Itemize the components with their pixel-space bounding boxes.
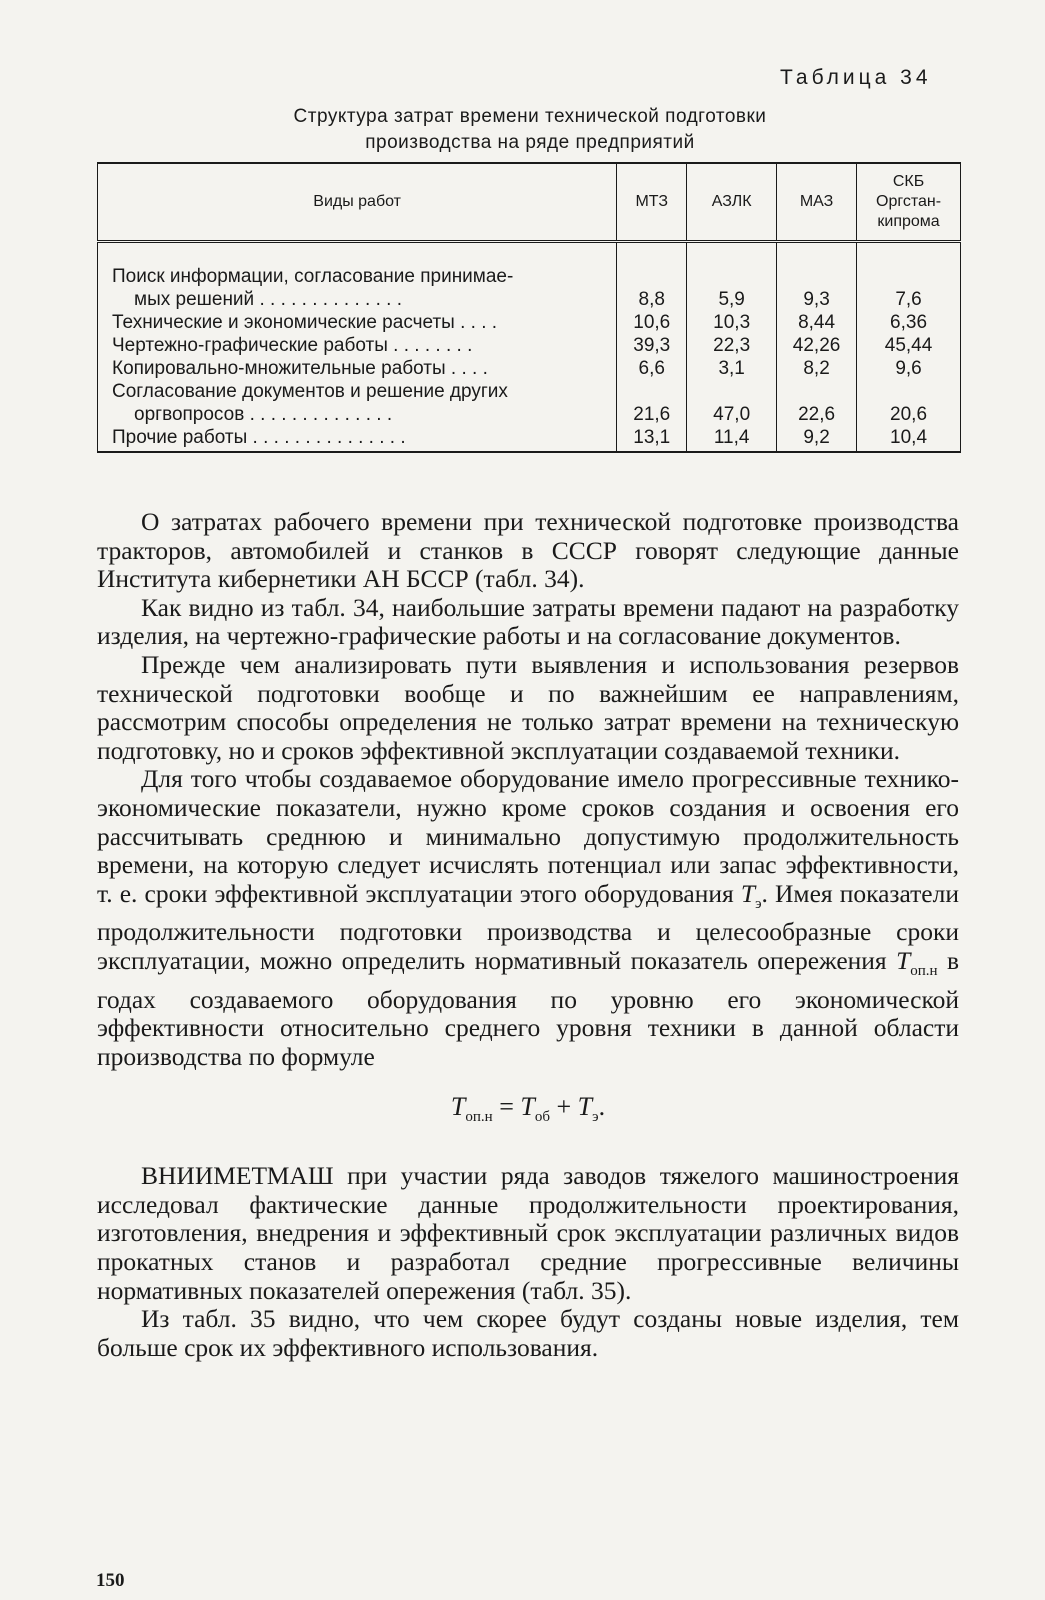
header-work: Виды работ: [98, 163, 617, 242]
table-caption: [200, 104, 860, 156]
cell-maz: 8,44: [777, 311, 857, 334]
row-label-line2: оргвопросов . . . . . . . . . . . . . .: [134, 404, 393, 425]
row-label-line2: мых решений . . . . . . . . . . . . . .: [134, 289, 402, 310]
cell-mtz: 21,6: [617, 380, 687, 426]
cell-maz: 9,2: [777, 426, 857, 452]
cell-skb: 45,44: [857, 334, 961, 357]
cell-azlk: 11,4: [687, 426, 777, 452]
cell-mtz: 13,1: [617, 426, 687, 452]
cell-azlk: 47,0: [687, 380, 777, 426]
cell-skb: 9,6: [857, 357, 961, 380]
header-mtz: МТЗ: [617, 163, 687, 242]
cell-skb: 6,36: [857, 311, 961, 334]
cell-azlk: 22,3: [687, 334, 777, 357]
row-label: [98, 242, 617, 312]
paragraph: Прежде чем анализировать пути выявления и использования резервов технической подготовки вообще и по важнейшим ее направлениям, рассмотрим способы определения не только затрат времени на техническую подготовку, но и сроков эффективной эксплуатации создаваемой техники.: [97, 649, 959, 765]
header-skb-line1: СКБ: [892, 173, 925, 190]
table-row: [98, 311, 961, 334]
cell-maz: 42,26: [777, 334, 857, 357]
header-skb-line2: Оргстан-: [876, 193, 942, 210]
body-text: [97, 508, 959, 1362]
row-label: Технические и экономические расчеты . . . .: [98, 311, 617, 334]
table-row: [98, 357, 961, 380]
cell-skb: 20,6: [857, 380, 961, 426]
cell-azlk: 5,9: [687, 242, 777, 312]
row-label-line1: Поиск информации, согласование принимае-: [112, 266, 514, 287]
cell-mtz: 6,6: [617, 357, 687, 380]
table-row: [98, 426, 961, 452]
cell-skb: 7,6: [857, 242, 961, 312]
row-label: Прочие работы . . . . . . . . . . . . . . .: [98, 426, 617, 452]
header-skb: [857, 163, 961, 242]
row-label: Копировально-множительные работы . . . .: [98, 357, 617, 380]
table-row: [98, 380, 961, 426]
cell-maz: 9,3: [777, 242, 857, 312]
time-structure-table: [97, 162, 961, 453]
paragraph: Как видно из табл. 34, наибольшие затраты времени падают на разработку изделия, на чертежно-графические работы и на согласование документов.: [97, 592, 959, 651]
paragraph: Для того чтобы создаваемое оборудование имело прогрессивные технико-экономические показатели, нужно кроме сроков создания и освоения его рассчитывать среднюю и минимально допустимую продолжительность времени, на которую следует исчислять потенциал или запас эффективности, т. е. сроки эффективной эксплуатации этого оборудования $T_э$. Имея показатели продолжительности подготовки производства и целесообразные сроки эксплуатации, можно определить нормативный показатель опережения $T_{оп.н}$ в годах создаваемого оборудования по уровню его экономической эффективности относительно среднего уровня техники в данной области производства по формуле: [97, 764, 960, 1071]
table-row: [98, 334, 961, 357]
page-number: 150: [96, 1570, 125, 1591]
cell-mtz: 10,6: [617, 311, 687, 334]
caption-line-2: производства на ряде предприятий: [365, 132, 695, 153]
cell-maz: 22,6: [777, 380, 857, 426]
header-skb-line3: кипрома: [877, 213, 940, 230]
paragraph: О затратах рабочего времени при технической подготовке производства тракторов, автомобилей и станков в СССР говорят следующие данные Института кибернетики АН БССР (табл. 34).: [97, 507, 959, 594]
header-azlk: АЗЛК: [687, 163, 777, 242]
paragraph: Из табл. 35 видно, что чем скорее будут созданы новые изделия, тем больше срок их эффективного использования.: [97, 1304, 959, 1362]
table-number: Таблица 34: [780, 66, 932, 89]
cell-skb: 10,4: [857, 426, 961, 452]
row-label: [98, 380, 617, 426]
caption-line-1: Структура затрат времени технической подготовки: [293, 106, 767, 127]
cell-maz: 8,2: [777, 357, 857, 380]
formula: $T_{оп.н} = T_{об} + T_э$.: [450, 1092, 606, 1126]
row-label-line1: Согласование документов и решение других: [112, 381, 508, 402]
table-header-row: [98, 163, 961, 242]
header-maz: МАЗ: [777, 163, 857, 242]
cell-mtz: 39,3: [617, 334, 687, 357]
row-label: Чертежно-графические работы . . . . . . . .: [98, 334, 617, 357]
table-row: [98, 242, 961, 312]
cell-azlk: 3,1: [687, 357, 777, 380]
paragraph: ВНИИМЕТМАШ при участии ряда заводов тяжелого машиностроения исследовал фактические данные продолжительности проектирования, изготовления, внедрения и эффективный срок эксплуатации различных видов прокатных станов и разработал средние прогрессивные величины нормативных показателей опережения (табл. 35).: [97, 1161, 959, 1305]
cell-azlk: 10,3: [687, 311, 777, 334]
cell-mtz: 8,8: [617, 242, 687, 312]
